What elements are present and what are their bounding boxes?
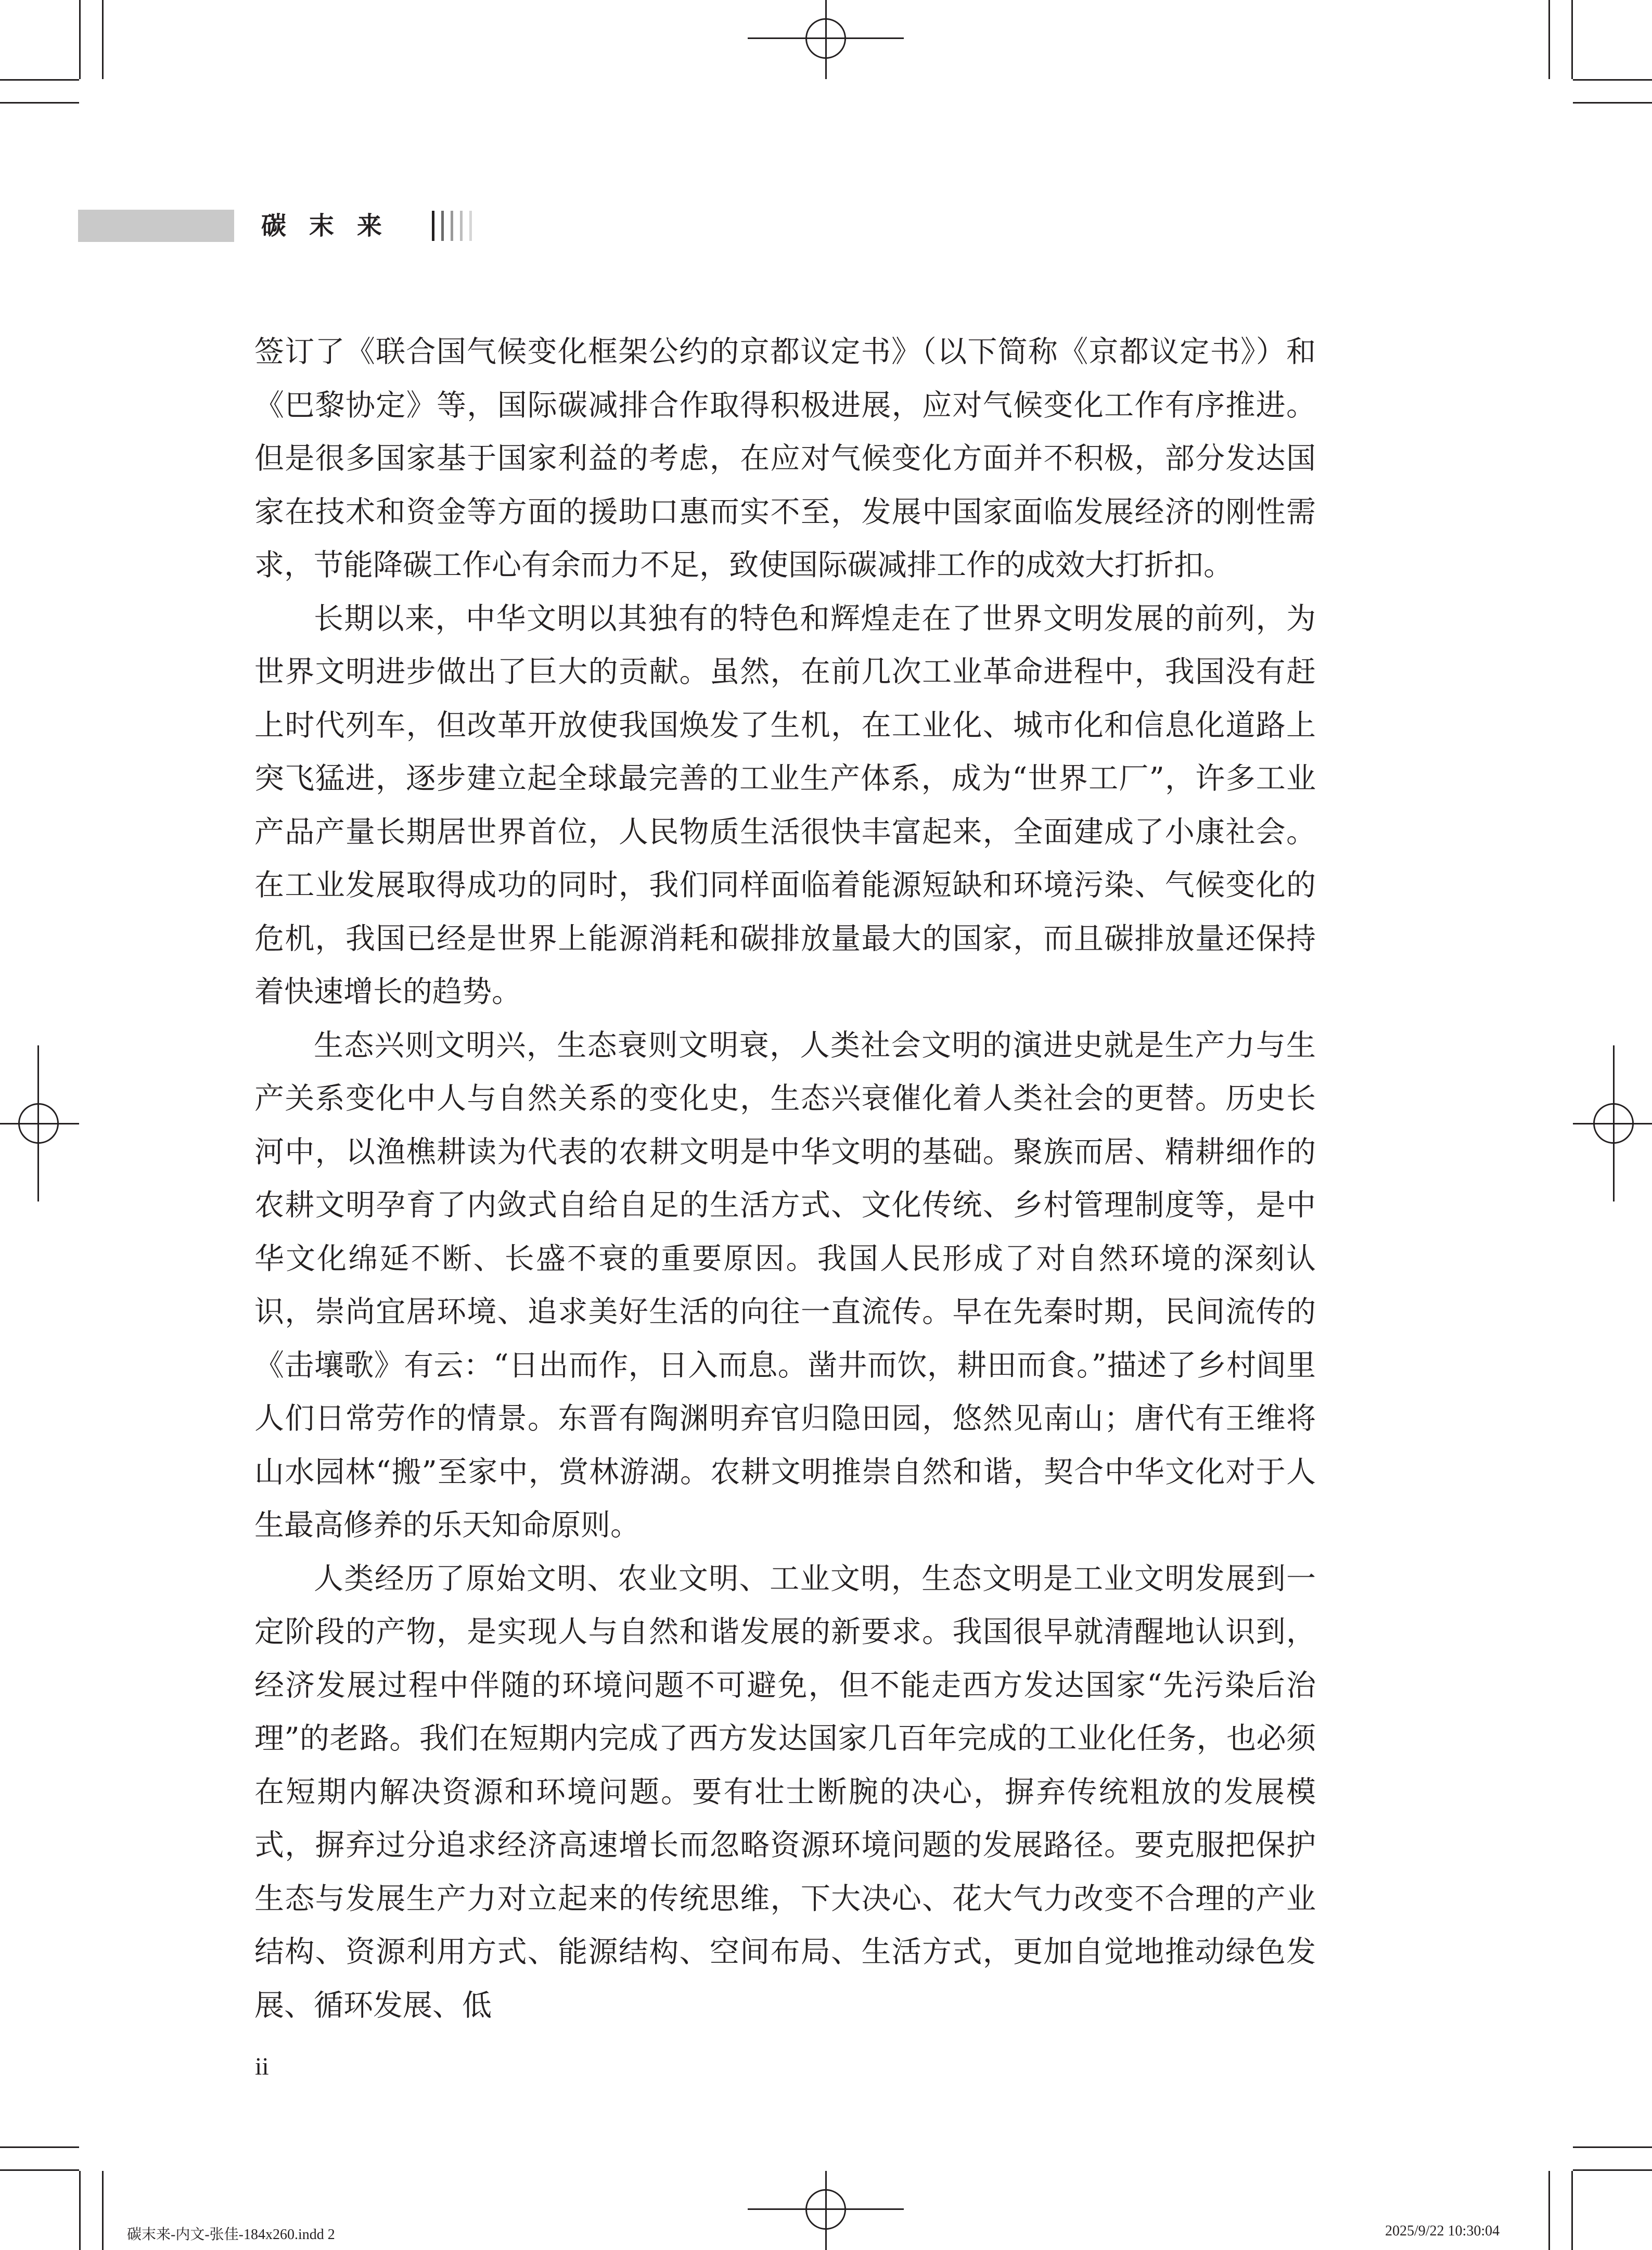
slug-timestamp: 2025/9/22 10:30:04 — [1385, 2223, 1500, 2239]
paragraph: 签订了《联合国气候变化框架公约的京都议定书》（以下简称《京都议定书》）和《巴黎协定》等，国际碳减排合作取得积极进展，应对气候变化工作有序推进。但是很多国家基于国家利益的考虑，在应对气候变化方面并不积极，部分发达国家在技术和资金等方面的援助口惠而实不至，发展中国家面临发展经济的刚性需求，节能降碳工作心有余而力不足，致使国际碳减排工作的成效大打折扣。 — [254, 335, 1316, 582]
body-text — [254, 325, 1316, 2032]
slug-filename: 碳末来-内文-张佳-184x260.indd 2 — [127, 2227, 335, 2243]
header-rule-marks — [432, 211, 484, 241]
registration-mark-right — [1573, 1045, 1652, 1201]
paragraph: 长期以来，中华文明以其独有的特色和辉煌走在了世界文明发展的前列，为世界文明进步做出了巨大的贡献。虽然，在前几次工业革命进程中，我国没有赶上时代列车，但改革开放使我国焕发了生机，在工业化、城市化和信息化道路上突飞猛进，逐步建立起全球最完善的工业生产体系，成为“世界工厂”，许多工业产品产量长期居世界首位，人民物质生活很快丰富起来，全面建成了小康社会。在工业发展取得成功的同时，我们同样面临着能源短缺和环境污染、气候变化的危机，我国已经是世界上能源消耗和碳排放量最大的国家，而且碳排放量还保持着快速增长的趋势。 — [254, 601, 1316, 1009]
paragraph: 人类经历了原始文明、农业文明、工业文明，生态文明是工业文明发展到一定阶段的产物，是实现人与自然和谐发展的新要求。我国很早就清醒地认识到，经济发展过程中伴随的环境问题不可避免，但不能走西方发达国家“先污染后治理”的老路。我们在短期内完成了西方发达国家几百年完成的工业化任务，也必须在短期内解决资源和环境问题。要有壮士断腕的决心，摒弃传统粗放的发展模式，摒弃过分追求经济高速增长而忽略资源环境问题的发展路径。要克服把保护生态与发展生产力对立起来的传统思维，下大决心、花大气力改变不合理的产业结构、资源利用方式、能源结构、空间布局、生活方式，更加自觉地推动绿色发展、循环发展、低 — [254, 1561, 1316, 2023]
registration-mark-bottom — [748, 2171, 904, 2250]
running-header-title: 碳末来 — [261, 211, 405, 240]
registration-mark-top — [748, 0, 904, 79]
page-number: ii — [255, 2053, 269, 2080]
registration-mark-left — [0, 1045, 79, 1201]
paragraph: 生态兴则文明兴，生态衰则文明衰，人类社会文明的演进史就是生产力与生产关系变化中人与自然关系的变化史，生态兴衰催化着人类社会的更替。历史长河中，以渔樵耕读为代表的农耕文明是中华文明的基础。聚族而居、精耕细作的农耕文明孕育了内敛式自给自足的生活方式、文化传统、乡村管理制度等，是中华文化绵延不断、长盛不衰的重要原因。我国人民形成了对自然环境的深刻认识，崇尚宜居环境、追求美好生活的向往一直流传。早在先秦时期，民间流传的《击壤歌》有云：“日出而作，日入而息。凿井而饮，耕田而食。”描述了乡村闾里人们日常劳作的情景。东晋有陶渊明弃官归隐田园，悠然见南山；唐代有王维将山水园林“搬”至家中，赏林游湖。农耕文明推崇自然和谐，契合中华文化对于人生最高修养的乐天知命原则。 — [254, 1028, 1316, 1542]
header-bar — [78, 210, 234, 242]
